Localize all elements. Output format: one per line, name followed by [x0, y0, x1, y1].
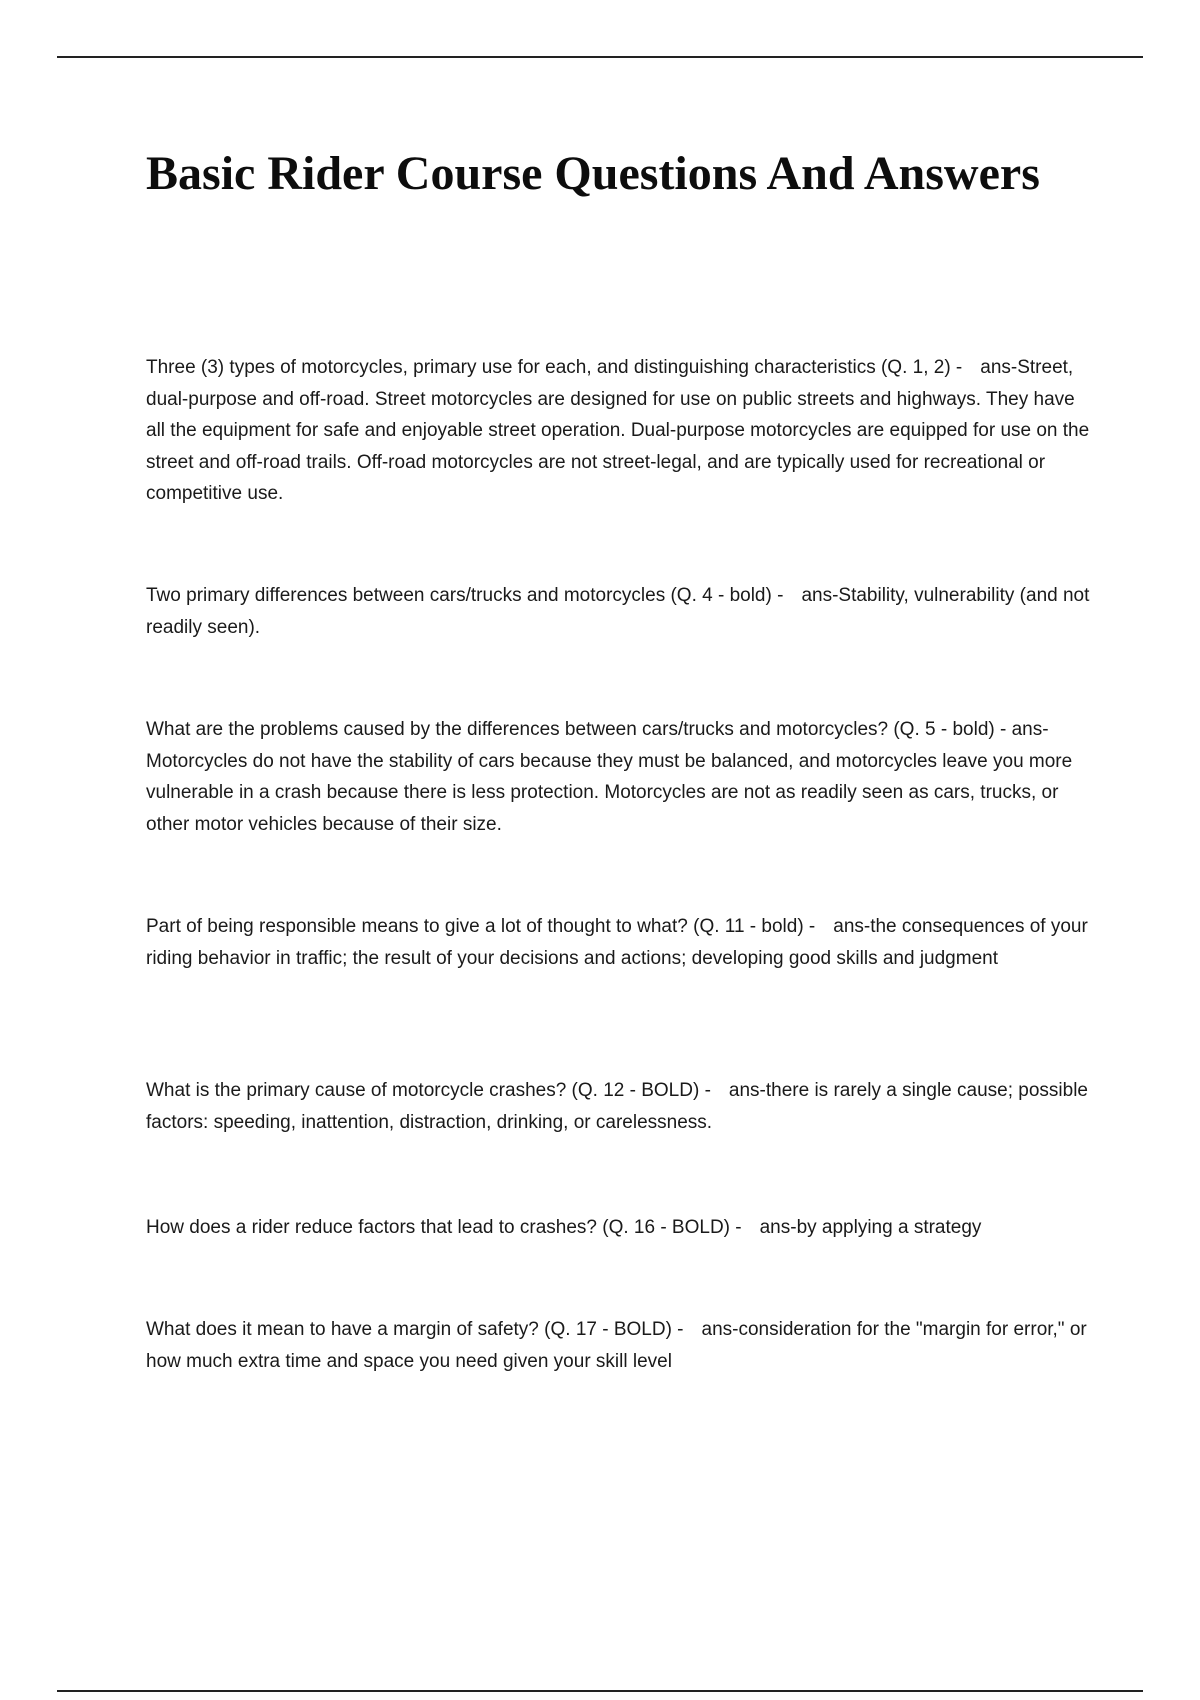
question-1: Three (3) types of motorcycles, primary use for each, and distinguishing characteristics (Q. 1, 2) -	[146, 357, 963, 378]
document-title: Basic Rider Course Questions And Answers	[146, 147, 1040, 200]
qa-item-3	[146, 714, 1096, 840]
question-6: How does a rider reduce factors that lead to crashes? (Q. 16 - BOLD) -	[146, 1217, 742, 1238]
qa-item-7	[146, 1314, 1096, 1377]
question-7: What does it mean to have a margin of safety? (Q. 17 - BOLD) -	[146, 1319, 684, 1340]
answer-5: ans-there is rarely a single cause; possible factors: speeding, inattention, distraction, drinking, or carelessness.	[146, 1080, 1088, 1133]
question-3: What are the problems caused by the differences between cars/trucks and motorcycles? (Q. 5 - bold) -	[146, 719, 1007, 740]
qa-item-1	[146, 352, 1096, 510]
answer-4: ans-the consequences of your riding behavior in traffic; the result of your decisions and actions; developing good skills and judgment	[146, 916, 1088, 969]
qa-item-4	[146, 911, 1096, 974]
answer-3: ans-Motorcycles do not have the stability of cars because they must be balanced, and motorcycles leave you more vulnerable in a crash because there is less protection. Motorcycles are not as readily seen as cars, trucks, or other motor vehicles because of their size.	[146, 719, 1073, 835]
question-5: What is the primary cause of motorcycle crashes? (Q. 12 - BOLD) -	[146, 1080, 711, 1101]
question-4: Part of being responsible means to give a lot of thought to what? (Q. 11 - bold) -	[146, 916, 816, 937]
answer-1: ans-Street, dual-purpose and off-road. Street motorcycles are designed for use on public streets and highways. They have all the equipment for safe and enjoyable street operation. Dual-purpose motorcycles are equipped for use on the street and off-road trails. Off-road motorcycles are not street-legal, and are typically used for recreational or competitive use.	[146, 357, 1090, 504]
qa-item-5	[146, 1075, 1096, 1138]
top-rule	[57, 56, 1143, 58]
question-2: Two primary differences between cars/trucks and motorcycles (Q. 4 - bold) -	[146, 585, 784, 606]
answer-2: ans-Stability, vulnerability (and not readily seen).	[146, 585, 1090, 638]
bottom-rule	[57, 1690, 1143, 1692]
answer-7: ans-consideration for the "margin for error," or how much extra time and space you need given your skill level	[146, 1319, 1087, 1372]
answer-6: ans-by applying a strategy	[759, 1217, 982, 1238]
qa-item-2	[146, 580, 1096, 643]
qa-item-6	[146, 1212, 1096, 1244]
